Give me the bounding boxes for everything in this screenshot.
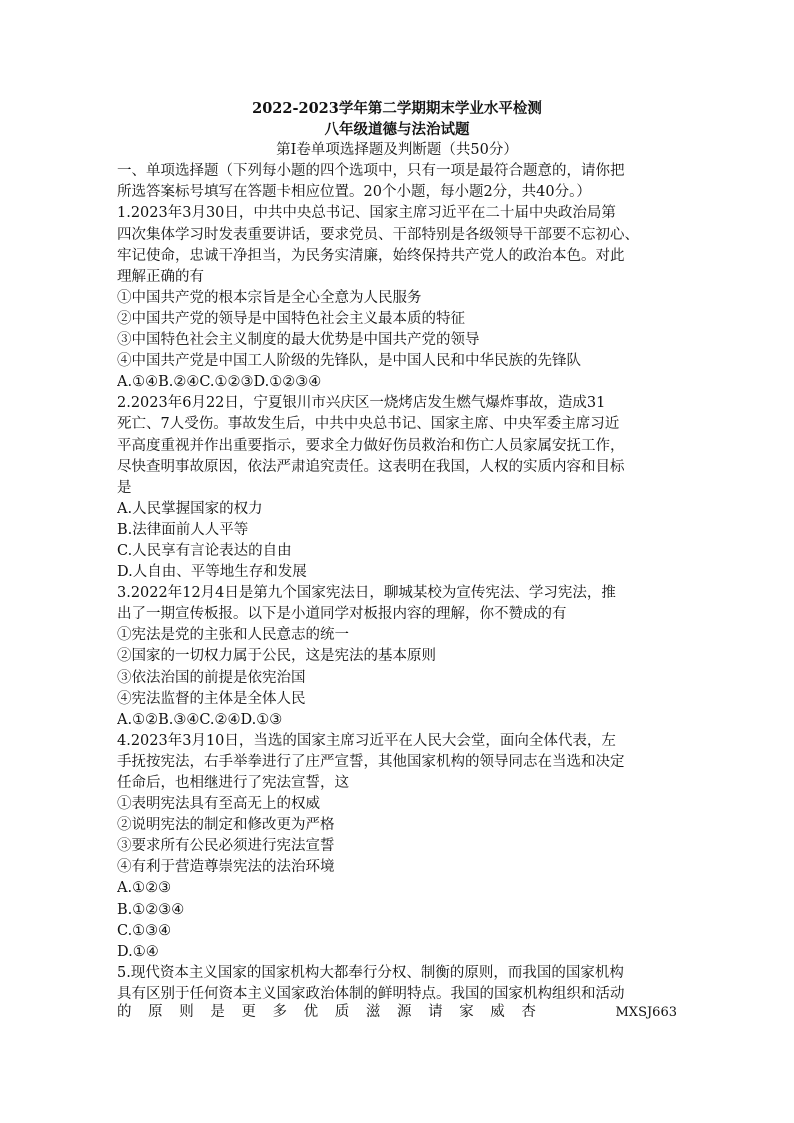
answer-choice: B.①②③④ [117,901,185,918]
statement-option: ①中国共产党的根本宗旨是全心全意为人民服务 [117,289,422,306]
answer-choice: C.人民享有言论表达的自由 [117,542,292,559]
instruction-line: 所选答案标号填写在答题卡相应位置。20个小题，每小题2分，共40分。） [117,184,591,201]
instruction-line: 一、单项选择题（下列每小题的四个选项中，只有一项是最符合题意的，请你把 [117,163,625,180]
section-heading: 第Ⅰ卷单项选择题及判断题（共50分） [276,142,518,159]
question-3 [117,583,677,731]
question-text: 5.现代资本主义国家的国家机构大都奉行分权、制衡的原则，而我国的国家机构 [117,964,624,981]
question-text: 尽快查明事故原因，依法严肃追究责任。这表明在我国，人权的实质内容和目标 [117,458,625,475]
answer-choice: A.①②③ [117,880,172,897]
answer-choices: A.①④B.②④C.①②③D.①②③④ [117,374,322,391]
statement-option: ②中国共产党的领导是中国特色社会主义最本质的特征 [117,310,465,327]
question-text: 3.2022年12月4日是第九个国家宪法日，聊城某校为宣传宪法、学习宪法，推 [117,585,616,602]
exam-title: 2022-2023学年第二学期期末学业水平检测 [252,100,542,117]
statement-option: ①宪法是党的主张和人民意志的统一 [117,627,349,644]
question-text: 牢记使命，忠诚干净担当，为民务实清廉，始终保持共产党人的政治本色。对此 [117,247,625,264]
statement-option: ③依法治国的前提是依宪治国 [117,669,306,686]
document-code: MXSJ663 [615,1005,677,1020]
answer-choice: A.人民掌握国家的权力 [117,500,263,517]
answer-choice: B.法律面前人人平等 [117,521,249,538]
question-text: 理解正确的有 [117,268,204,285]
question-text: 任命后，也相继进行了宪法宣誓，这 [117,775,349,791]
answer-choice: D.①④ [117,943,159,960]
answer-choice: C.①③④ [117,922,172,939]
page-footer [117,1002,677,1023]
question-1 [117,203,677,393]
question-text: 具有区别于任何资本主义国家政治体制的鲜明特点。我国的国家机构组织和活动 [117,985,625,1002]
answer-choice: D.人自由、平等地生存和发展 [117,564,307,581]
footer-text: 的 原 则 是 更 多 优 质 滋 源 请 家 威 杏 [117,1004,542,1020]
question-text: 平高度重视并作出重要指示，要求全力做好伤员救治和伤亡人员家属安抚工作， [117,437,625,454]
question-text: 手抚按宪法，右手举拳进行了庄严宣誓，其他国家机构的领导同志在当选和决定 [117,753,625,770]
statement-option: ③要求所有公民必须进行宪法宣誓 [117,838,335,855]
instructions [117,161,677,203]
statement-option: ②国家的一切权力属于公民，这是宪法的基本原则 [117,648,436,665]
question-4 [117,731,677,963]
question-text: 是 [117,479,132,496]
question-text: 2.2023年6月22日，宁夏银川市兴庆区一烧烤店发生燃气爆炸事故，造成31 [117,395,606,412]
statement-option: ②说明宪法的制定和修改更为严格 [117,817,335,834]
question-text: 四次集体学习时发表重要讲话，要求党员、干部特别是各级领导干部要不忘初心、 [117,226,639,243]
exam-subject-title: 八年级道德与法治试题 [324,121,470,139]
statement-option: ④宪法监督的主体是全体人民 [117,690,306,707]
question-text: 出了一期宣传板报。以下是小道同学对板报内容的理解，你不赞成的有 [117,606,567,623]
statement-option: ③中国特色社会主义制度的最大优势是中国共产党的领导 [117,332,480,349]
statement-option: ①表明宪法具有至高无上的权威 [117,796,320,813]
question-text: 死亡、7人受伤。事故发生后，中共中央总书记、国家主席、中央军委主席习近 [117,416,620,433]
exam-page [117,98,677,1005]
question-2 [117,393,677,583]
statement-option: ④中国共产党是中国工人阶级的先锋队，是中国人民和中华民族的先锋队 [117,353,581,370]
question-text: 1.2023年3月30日，中共中央总书记、国家主席习近平在二十届中央政治局第 [117,205,616,222]
statement-option: ④有利于营造尊崇宪法的法治环境 [117,859,335,876]
question-text: 4.2023年3月10日，当选的国家主席习近平在人民大会堂，面向全体代表，左 [117,732,616,749]
answer-choices: A.①②B.③④C.②④D.①③ [117,711,283,728]
question-5 [117,963,677,1005]
